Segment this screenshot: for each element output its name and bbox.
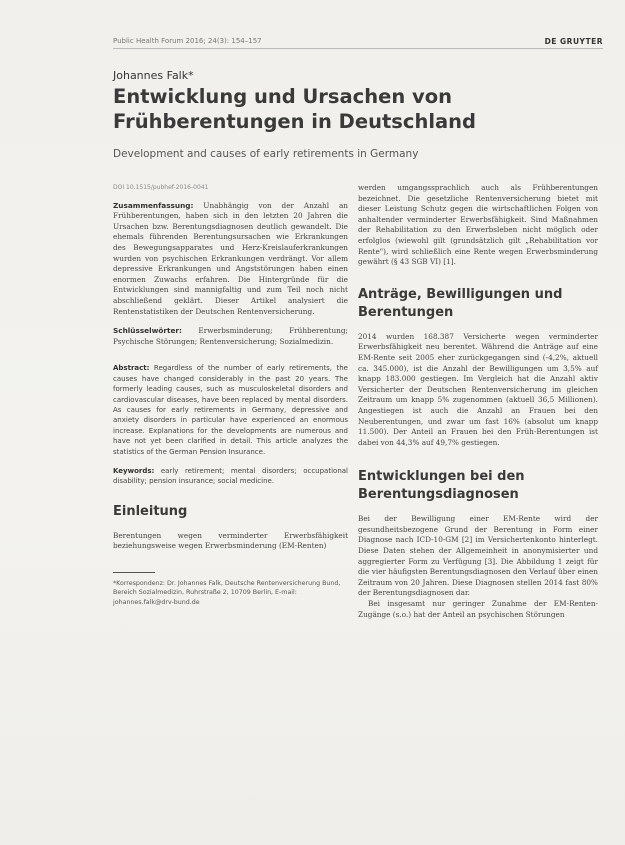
article-subtitle: Development and causes of early retirements in Germany — [113, 148, 419, 160]
right-column — [358, 183, 598, 629]
antraege-heading: Anträge, Bewilligungen und Berentungen — [358, 286, 563, 320]
diagnosen-heading: Entwicklungen bei den Berentungsdiagnosen — [358, 469, 525, 503]
zusammenfassung — [113, 201, 348, 318]
keywords-label: Keywords: — [113, 466, 155, 475]
journal-citation: Public Health Forum 2016; 24(3): 154–157 — [113, 37, 262, 45]
antraege-text: 2014 wurden 168.387 Versicherte wegen verminderter Erwerbsfähigkeit neu berentet. Während die Anträge auf eine EM-Rente seit 2005 eher zurückgegangen sind (-4,2%, aktuell ca. 345.000), ist die Anzahl der Bewilligungen um 3,5% auf knapp 183.000 gestiegen. Im Vergleich hat die Anzahl aktiv Versicherter der Deutschen Rentenversicherung im gleichen Zeitraum um knapp 5% zugenommen (aktuell 36,5 Millionen). Angestiegen ist auch die Anzahl an Frauen bei den Neuberentungen, und zwar um fast 16% (absolut um knapp 11.500). Der Anteil an Frauen bei den Früh-Berentungen ist dabei von 44,3% auf 49,7% gestiegen. — [358, 331, 598, 447]
diagnosen-text: Bei der Bewilligung einer EM-Rente wird der gesundheitsbezogene Grund der Berentung in Form einer Diagnose nach ICD-10-GM [2] im Versichertenkonto hinterlegt. Diese Daten stehen der Allgemeinheit in anonymisierter und aggregierter Form zu Verfügung [3]. Die Abbildung 1 zeigt für die vier häufigsten Berentungsdiagnosen den Verlauf über einen Zeitraum von 20 Jahren. Diese Diagnosen stellen 2014 fast 80% der Berentungsdiagnosen dar. — [358, 514, 598, 598]
last-paragraph-text: Bei insgesamt nur geringer Zunahme der EM-Renten-Zugänge (s.o.) hat der Anteil an psychischen Störungen — [358, 599, 598, 619]
intro-continued-text: werden umgangssprachlich auch als Frühberentungen bezeichnet. Die gesetzliche Rentenversicherung bietet mit dieser Leistung Schutz gegen die wirtschaftlichen Folgen von anhaltender verminderter Erwerbsfähigkeit. Sind Maßnahmen der Rehabilitation zu den Erwerbsleben nicht möglich oder erfolglos (wiewohl gilt (grundsätzlich gilt „Rehabilitation vor Rente"), wird schließlich eine Rente wegen Erwerbsminderung gewährt (§ 43 SGB VI) [1]. — [358, 183, 598, 267]
einleitung-text: Berentungen wegen verminderter Erwerbsfähigkeit beziehungsweise wegen Erwerbsminderung (EM-Renten) — [113, 530, 348, 551]
correspondence-footnote: *Korrespondenz: Dr. Johannes Falk, Deutsche Rentenversicherung Bund, Bereich Sozialmedizin, Ruhrstraße 2, 10709 Berlin, E-mail: johannes.falk@drv-bund.de — [113, 579, 341, 606]
running-header — [113, 34, 603, 48]
keywords-text: early retirement; mental disorders; occupational disability; pension insurance; social medicine. — [113, 466, 348, 486]
keywords — [113, 466, 348, 487]
schluesselwoerter-label: Schlüsselwörter: — [113, 326, 182, 336]
zusammenfassung-label: Zusammenfassung: — [113, 200, 194, 210]
footnote-divider — [113, 572, 155, 573]
header-divider — [113, 48, 603, 49]
schluesselwoerter-text: Erwerbsminderung; Frühberentung; Psychische Störungen; Rentenversicherung; Sozialmedizin. — [113, 326, 348, 346]
abstract-label: Abstract: — [113, 364, 150, 373]
schluesselwoerter — [113, 326, 348, 347]
einleitung-heading: Einleitung — [113, 503, 188, 519]
zusammenfassung-text: Unabhängig von der Anzahl an Frühberentungen, haben sich in den letzten 20 Jahren die Ursachen bzw. Berentungsdiagnosen deutlich gewandelt. Die ehemals führenden Berentungsursachen wie Erkrankungen des Bewegungsapparates und Herz-Kreislauferkrankungen wurden von psychischen Erkrankungen verdrängt. Vor allem depressive Erkrankungen und Angststörungen haben einen enormen Zuwachs erfahren. Die Hintergründe für die Entwicklungen sind mannigfaltig und zum Teil noch nicht abschließend geklärt. Dieser Artikel analysiert die Rentenstatistiken der Deutschen Rentenversicherung. — [113, 200, 348, 316]
left-column — [113, 183, 348, 607]
article-title: Entwicklung und Ursachen von Frühberentungen in Deutschland — [113, 85, 477, 133]
abstract — [113, 363, 348, 457]
abstract-text: Regardless of the number of early retirements, the causes have changed considerably in the past 20 years. The formerly leading causes, such as musculoskeletal disorders and cardiovascular diseases, have been replaced by mental disorders. As causes for early retirements in Germany, depressive and anxiety disorders in particular have experienced an enormous increase. Explanations for the developments are numerous and have not yet been clarified in detail. This article analyzes the statistics of the German Pension Insurance. — [113, 364, 348, 456]
publisher-logo: DE GRUYTER — [544, 36, 603, 46]
doi: DOI 10.1515/pubhef-2016-0041 — [113, 184, 209, 191]
author-name: Johannes Falk* — [113, 69, 194, 82]
